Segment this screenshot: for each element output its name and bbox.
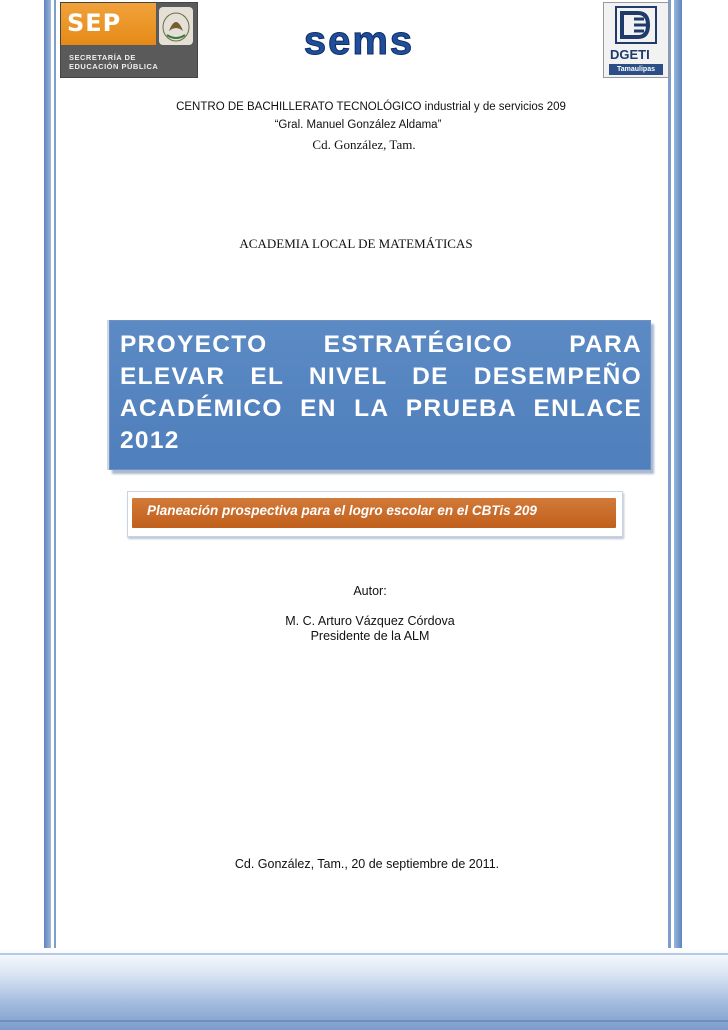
dgeti-logo-state: Tamaulipas xyxy=(609,64,663,75)
sep-logo-text: SEP xyxy=(67,9,122,37)
sems-logo-text: sems xyxy=(303,20,415,60)
coat-of-arms-icon xyxy=(159,7,193,45)
footer-line-bottom xyxy=(0,1020,728,1022)
sep-logo-subtitle-line2: EDUCACIÓN PÚBLICA xyxy=(69,62,159,71)
dgeti-logo-text: DGETI xyxy=(610,47,650,62)
document-subtitle: Planeación prospectiva para el logro escolar en el CBTis 209 xyxy=(147,503,537,518)
sep-logo xyxy=(60,2,198,78)
date-line: Cd. González, Tam., 20 de septiembre de 2011. xyxy=(234,857,500,871)
author-label: Autor: xyxy=(353,584,387,598)
title-box xyxy=(109,320,651,470)
author-name: M. C. Arturo Vázquez Córdova xyxy=(285,614,455,628)
academia-heading: ACADEMIA LOCAL DE MATEMÁTICAS xyxy=(239,236,473,251)
dgeti-emblem-icon xyxy=(604,3,668,47)
frame-right-line xyxy=(668,0,671,1030)
frame-left-bar xyxy=(44,0,51,1030)
frame-left-line xyxy=(54,0,56,1030)
footer-band xyxy=(0,948,728,1030)
sems-logo xyxy=(298,20,420,60)
frame-right-bar xyxy=(674,0,682,1030)
school-city: Cd. González, Tam. xyxy=(312,137,416,152)
sep-logo-subtitle xyxy=(69,53,158,71)
school-honoree: “Gral. Manuel González Aldama” xyxy=(274,119,442,131)
sep-logo-subtitle-line1: SECRETARÍA DE xyxy=(69,53,136,62)
dgeti-logo xyxy=(603,2,669,78)
author-role: Presidente de la ALM xyxy=(310,629,430,643)
school-name: CENTRO DE BACHILLERATO TECNOLÓGICO industrial y de servicios 209 xyxy=(176,101,566,113)
footer-line-top xyxy=(0,953,728,955)
document-title: PROYECTO ESTRATÉGICO PARA ELEVAR EL NIVEL DE DESEMPEÑO ACADÉMICO EN LA PRUEBA ENLACE 2012 xyxy=(120,331,642,454)
